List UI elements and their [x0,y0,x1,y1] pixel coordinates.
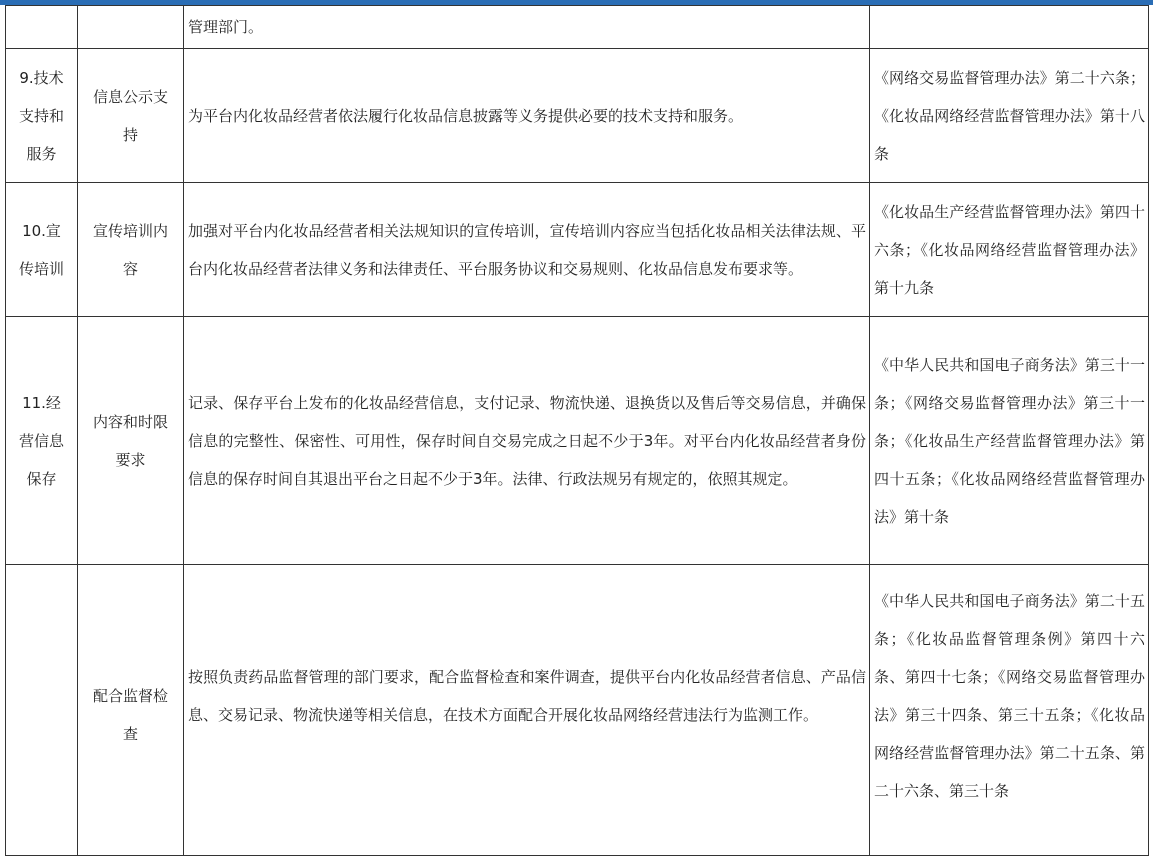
requirement-cell: 记录、保存平台上发布的化妆品经营信息，支付记录、物流快递、退换货以及售后等交易信息，并确保信息的完整性、保密性、可用性，保存时间自交易完成之日起不少于3年。对平台内化妆品经营者身份信息的保存时间自其退出平台之日起不少于3年。法律、行政法规另有规定的，依照其规定。 [184,317,870,565]
legal-basis-cell [870,6,1149,49]
category-cell [6,6,78,49]
legal-basis-cell: 《中华人民共和国电子商务法》第三十一条；《网络交易监督管理办法》第三十一条；《化妆品生产经营监督管理办法》第四十五条；《化妆品网络经营监督管理办法》第十条 [870,317,1149,565]
requirement-text: 按照负责药品监督管理的部门要求，配合监督检查和案件调查，提供平台内化妆品经营者信息、产品信息、交易记录、物流快递等相关信息，在技术方面配合开展化妆品网络经营违法行为监测工作。 [188,668,866,724]
item-cell: 宣传培训内容 [78,183,184,317]
item-cell: 信息公示支持 [78,49,184,183]
table-row [6,49,1149,183]
category-cell: 10.宣传培训 [6,183,78,317]
item-cell [78,6,184,49]
legal-basis-cell: 《化妆品生产经营监督管理办法》第四十六条；《化妆品网络经营监督管理办法》第十九条 [870,183,1149,317]
requirement-cell: 为平台内化妆品经营者依法履行化妆品信息披露等义务提供必要的技术支持和服务。 [184,49,870,183]
requirement-cell: 管理部门。 [184,6,870,49]
table-row [6,6,1149,49]
requirement-cell: 加强对平台内化妆品经营者相关法规知识的宣传培训，宣传培训内容应当包括化妆品相关法律法规、平台内化妆品经营者法律义务和法律责任、平台服务协议和交易规则、化妆品信息发布要求等。 [184,183,870,317]
regulation-table [5,5,1149,856]
table-row [6,317,1149,565]
requirement-cell [184,565,870,856]
item-cell: 内容和时限要求 [78,317,184,565]
category-text [16,565,67,582]
category-cell: 11.经营信息保存 [6,317,78,565]
item-text: 配合监督检查 [92,687,168,743]
legal-basis-cell [870,565,1149,856]
category-cell: 9.技术支持和服务 [6,49,78,183]
legal-basis-cell: 《网络交易监督管理办法》第二十六条；《化妆品网络经营监督管理办法》第十八条 [870,49,1149,183]
category-cell [6,565,78,856]
legal-basis-text: 《中华人民共和国电子商务法》第二十五条；《化妆品监督管理条例》第四十六条、第四十七条；《网络交易监督管理办法》第三十四条、第三十五条；《化妆品网络经营监督管理办法》第二十五条、第二十六条、第三十条 [874,592,1145,800]
table-row [6,565,1149,856]
table-row [6,183,1149,317]
item-cell [78,565,184,856]
regulation-table-container [5,5,1149,856]
